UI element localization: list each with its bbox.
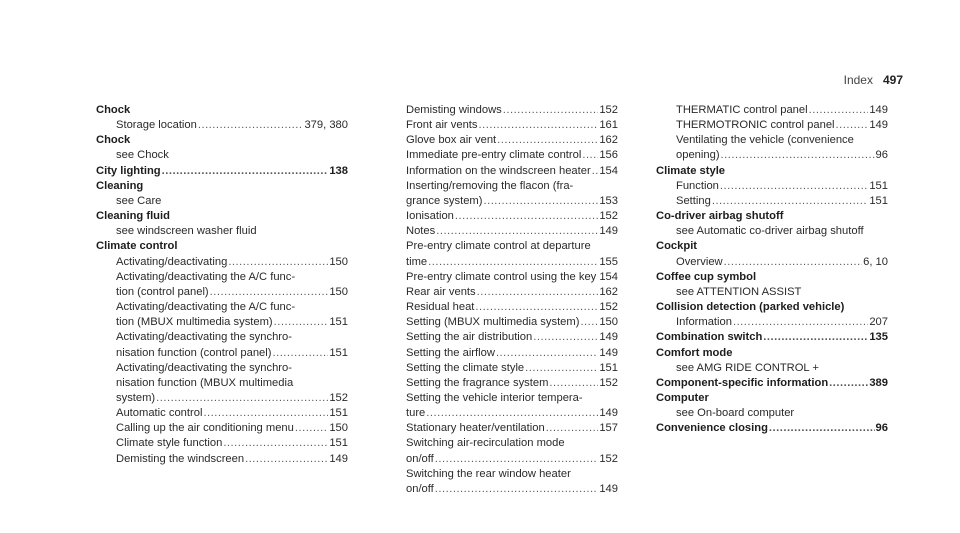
- dot-leader: [497, 133, 598, 148]
- dot-leader: [210, 285, 329, 300]
- subentry-text: Function: [676, 179, 719, 192]
- index-subentry: [96, 346, 348, 361]
- dot-leader: [496, 346, 598, 361]
- subentry-text: Immediate pre-entry climate control: [406, 149, 582, 162]
- index-subentry: Ventilating the vehicle (convenience: [676, 134, 854, 147]
- dot-leader: [455, 209, 598, 224]
- page-ref[interactable]: 152: [599, 104, 618, 116]
- index-subentry: Switching the rear window heater: [406, 467, 571, 480]
- section-label: Index: [843, 73, 873, 87]
- index-subentry: Setting the vehicle interior tempera-: [406, 391, 583, 404]
- page-ref[interactable]: 149: [869, 104, 888, 116]
- subentry-text: THERMATIC control panel: [676, 104, 808, 116]
- heading-text: Combination switch: [656, 331, 763, 344]
- page-ref[interactable]: 96: [875, 149, 888, 162]
- subentry-text: grance system): [406, 194, 483, 207]
- dot-leader: [582, 148, 598, 163]
- page-ref[interactable]: 152: [599, 301, 618, 314]
- dot-leader: [435, 482, 599, 497]
- index-heading: Collision detection (parked vehicle): [656, 301, 845, 314]
- subentry-text: tion (control panel): [116, 285, 209, 298]
- dot-leader: [836, 118, 869, 133]
- index-subentry: [386, 118, 618, 133]
- dot-leader: [769, 421, 875, 436]
- index-heading: Co-driver airbag shutoff: [656, 210, 784, 223]
- index-subentry: [386, 133, 618, 148]
- index-subentry: [656, 179, 888, 194]
- index-subentry: Activating/deactivating the A/C func-: [116, 270, 296, 283]
- index-column-3: [656, 103, 888, 436]
- index-subentry: [386, 209, 618, 224]
- dot-leader: [198, 118, 304, 133]
- subentry-text: system): [116, 391, 156, 404]
- index-subentry: [386, 421, 618, 436]
- index-heading: [656, 330, 888, 345]
- page-ref[interactable]: 151: [869, 194, 888, 207]
- page-number: 497: [882, 73, 903, 87]
- dot-leader: [763, 330, 868, 345]
- heading-text: Convenience closing: [656, 422, 768, 435]
- dot-leader: [597, 270, 598, 285]
- subentry-text: Stationary heater/ventilation: [406, 422, 545, 435]
- subentry-text: Demisting the windscreen: [116, 452, 245, 465]
- page-ref[interactable]: 151: [329, 407, 348, 420]
- subentry-text: Residual heat: [406, 301, 475, 314]
- dot-leader: [483, 194, 598, 209]
- index-subentry: [386, 361, 618, 376]
- heading-text: Component-specific information: [656, 376, 829, 389]
- index-heading: Chock: [96, 134, 131, 147]
- index-heading: Cockpit: [656, 240, 698, 253]
- page-ref[interactable]: 157: [599, 422, 618, 435]
- dot-leader: [809, 103, 869, 118]
- dot-leader: [525, 361, 598, 376]
- dot-leader: [546, 421, 599, 436]
- dot-leader: [592, 164, 599, 179]
- index-subentry: [386, 164, 618, 179]
- subentry-text: Rear air vents: [406, 285, 476, 298]
- index-subentry: [386, 346, 618, 361]
- dot-leader: [721, 148, 875, 163]
- page-ref[interactable]: 207: [869, 316, 888, 329]
- index-subentry: see On-board computer: [676, 407, 795, 420]
- heading-text: City lighting: [96, 164, 161, 177]
- page-ref[interactable]: 150: [329, 422, 348, 435]
- dot-leader: [274, 315, 329, 330]
- index-subentry: [386, 285, 618, 300]
- index-subentry: [386, 452, 618, 467]
- index-heading: [656, 376, 888, 391]
- dot-leader: [503, 103, 599, 118]
- index-column-1: [96, 103, 348, 467]
- dot-leader: [156, 391, 328, 406]
- page-ref[interactable]: 154: [599, 164, 618, 177]
- index-subentry: Pre-entry climate control at departure: [406, 240, 591, 253]
- index-subentry: Switching air-recirculation mode: [406, 437, 565, 450]
- index-heading: Cleaning fluid: [96, 210, 170, 223]
- index-subentry: [386, 255, 618, 270]
- index-heading: Chock: [96, 104, 131, 116]
- index-subentry: [386, 270, 618, 285]
- page-ref[interactable]: 162: [599, 285, 618, 298]
- index-heading: Climate style: [656, 164, 726, 177]
- dot-leader: [829, 376, 868, 391]
- page-ref[interactable]: 162: [599, 134, 618, 147]
- subentry-text: Calling up the air conditioning menu: [116, 422, 294, 435]
- subentry-text: on/off: [406, 482, 434, 495]
- page-header: [844, 73, 903, 87]
- page-ref[interactable]: 152: [599, 210, 618, 223]
- index-subentry: [96, 391, 348, 406]
- index-subentry: nisation function (MBUX multimedia: [116, 376, 294, 389]
- index-subentry: see AMG RIDE CONTROL +: [676, 361, 819, 374]
- subentry-text: Setting the airflow: [406, 346, 495, 359]
- index-subentry: [656, 315, 888, 330]
- index-subentry: [386, 194, 618, 209]
- page-ref[interactable]: 151: [869, 179, 888, 192]
- index-subentry: [96, 436, 348, 451]
- page-ref[interactable]: 150: [329, 285, 348, 298]
- page-ref[interactable]: 151: [329, 346, 348, 359]
- subentry-text: Glove box air vent: [406, 134, 497, 147]
- subentry-text: Information: [676, 316, 732, 329]
- index-subentry: [96, 118, 348, 133]
- index-subentry: see windscreen washer fluid: [116, 225, 257, 238]
- index-subentry: Activating/deactivating the A/C func-: [116, 301, 296, 314]
- index-subentry: [386, 376, 618, 391]
- index-subentry: Activating/deactivating the synchro-: [116, 361, 292, 374]
- index-subentry: [96, 285, 348, 300]
- index-subentry: [656, 194, 888, 209]
- dot-leader: [428, 255, 598, 270]
- index-subentry: [386, 103, 618, 118]
- index-subentry: [656, 118, 888, 133]
- page-ref[interactable]: 152: [599, 376, 618, 389]
- page-ref[interactable]: 149: [599, 331, 618, 344]
- dot-leader: [272, 346, 328, 361]
- index-heading: Computer: [656, 391, 709, 404]
- page-ref[interactable]: 152: [329, 391, 348, 404]
- dot-leader: [712, 194, 868, 209]
- subentry-text: Setting the climate style: [406, 361, 525, 374]
- subentry-text: Setting: [676, 194, 711, 207]
- dot-leader: [549, 376, 598, 391]
- page-ref[interactable]: 96: [875, 422, 888, 435]
- page-ref[interactable]: 150: [599, 316, 618, 329]
- dot-leader: [580, 315, 598, 330]
- index-heading: Comfort mode: [656, 346, 733, 359]
- page-ref[interactable]: 135: [869, 331, 888, 344]
- index-subentry: [386, 315, 618, 330]
- page-ref[interactable]: 150: [329, 255, 348, 268]
- index-subentry: [386, 148, 618, 163]
- index-subentry: [96, 421, 348, 436]
- page-ref[interactable]: 152: [599, 452, 618, 465]
- page-ref[interactable]: 149: [599, 482, 618, 495]
- dot-leader: [475, 300, 598, 315]
- dot-leader: [426, 406, 598, 421]
- index-heading: [656, 421, 888, 436]
- subentry-text: Activating/deactivating: [116, 255, 228, 268]
- dot-leader: [724, 255, 862, 270]
- page-ref[interactable]: 149: [599, 225, 618, 238]
- page-ref[interactable]: 154: [599, 270, 618, 283]
- index-subentry: [96, 406, 348, 421]
- subentry-text: nisation function (control panel): [116, 346, 272, 359]
- subentry-text: Automatic control: [116, 407, 203, 420]
- dot-leader: [203, 406, 328, 421]
- page-ref[interactable]: 6, 10: [863, 255, 888, 268]
- index-subentry: see Chock: [116, 149, 169, 162]
- dot-leader: [733, 315, 868, 330]
- index-heading: Cleaning: [96, 179, 144, 192]
- index-column-2: [386, 103, 618, 497]
- index-subentry: see ATTENTION ASSIST: [676, 285, 802, 298]
- page-ref[interactable]: 149: [869, 119, 888, 132]
- index-subentry: [386, 300, 618, 315]
- dot-leader: [245, 452, 328, 467]
- page-ref[interactable]: 379, 380: [304, 119, 348, 132]
- dot-leader: [228, 255, 328, 270]
- index-subentry: Activating/deactivating the synchro-: [116, 331, 292, 344]
- page-ref[interactable]: 156: [599, 149, 618, 162]
- subentry-text: opening): [676, 149, 720, 162]
- dot-leader: [162, 164, 329, 179]
- index-subentry: see Automatic co-driver airbag shutoff: [676, 225, 864, 238]
- subentry-text: tion (MBUX multimedia system): [116, 316, 273, 329]
- dot-leader: [295, 421, 328, 436]
- index-subentry: see Care: [116, 194, 162, 207]
- page-ref[interactable]: 155: [599, 255, 618, 268]
- subentry-text: Information on the windscreen heater: [406, 164, 591, 177]
- subentry-text: Setting the air distribution: [406, 331, 533, 344]
- subentry-text: Notes: [406, 225, 436, 238]
- index-subentry: [96, 255, 348, 270]
- index-heading: Coffee cup symbol: [656, 270, 757, 283]
- index-subentry: [386, 224, 618, 239]
- subentry-text: on/off: [406, 452, 434, 465]
- dot-leader: [533, 330, 598, 345]
- dot-leader: [479, 118, 599, 133]
- index-subentry: [656, 103, 888, 118]
- index-subentry: [96, 452, 348, 467]
- subentry-text: THERMOTRONIC control panel: [676, 119, 835, 132]
- subentry-text: Front air vents: [406, 119, 478, 132]
- subentry-text: Setting (MBUX multimedia system): [406, 316, 580, 329]
- dot-leader: [477, 285, 599, 300]
- page-ref[interactable]: 151: [329, 316, 348, 329]
- dot-leader: [720, 179, 868, 194]
- subentry-text: time: [406, 255, 428, 268]
- page-ref[interactable]: 149: [599, 407, 618, 420]
- subentry-text: Demisting windows: [406, 104, 502, 116]
- index-heading: Climate control: [96, 240, 178, 253]
- subentry-text: Setting the fragrance system: [406, 376, 549, 389]
- page-ref[interactable]: 151: [599, 361, 618, 374]
- page-ref[interactable]: 149: [599, 346, 618, 359]
- subentry-text: Pre-entry climate control using the key: [406, 270, 597, 283]
- index-subentry: [656, 148, 888, 163]
- subentry-text: ture: [406, 407, 426, 420]
- index-subentry: [96, 315, 348, 330]
- index-heading: [96, 164, 348, 179]
- index-subentry: [386, 482, 618, 497]
- subentry-text: Climate style function: [116, 437, 223, 450]
- index-subentry: [386, 406, 618, 421]
- subentry-text: Overview: [676, 255, 723, 268]
- dot-leader: [436, 224, 598, 239]
- page-ref[interactable]: 149: [329, 452, 348, 465]
- index-subentry: [656, 255, 888, 270]
- index-subentry: Inserting/removing the flacon (fra-: [406, 179, 574, 192]
- index-subentry: [386, 330, 618, 345]
- page-ref[interactable]: 138: [329, 164, 348, 177]
- page-ref[interactable]: 151: [329, 437, 348, 450]
- page-ref[interactable]: 389: [869, 376, 888, 389]
- subentry-text: Ionisation: [406, 210, 454, 223]
- dot-leader: [223, 436, 328, 451]
- dot-leader: [435, 452, 599, 467]
- page-ref[interactable]: 161: [599, 119, 618, 132]
- subentry-text: Storage location: [116, 119, 197, 132]
- page-ref[interactable]: 153: [599, 194, 618, 207]
